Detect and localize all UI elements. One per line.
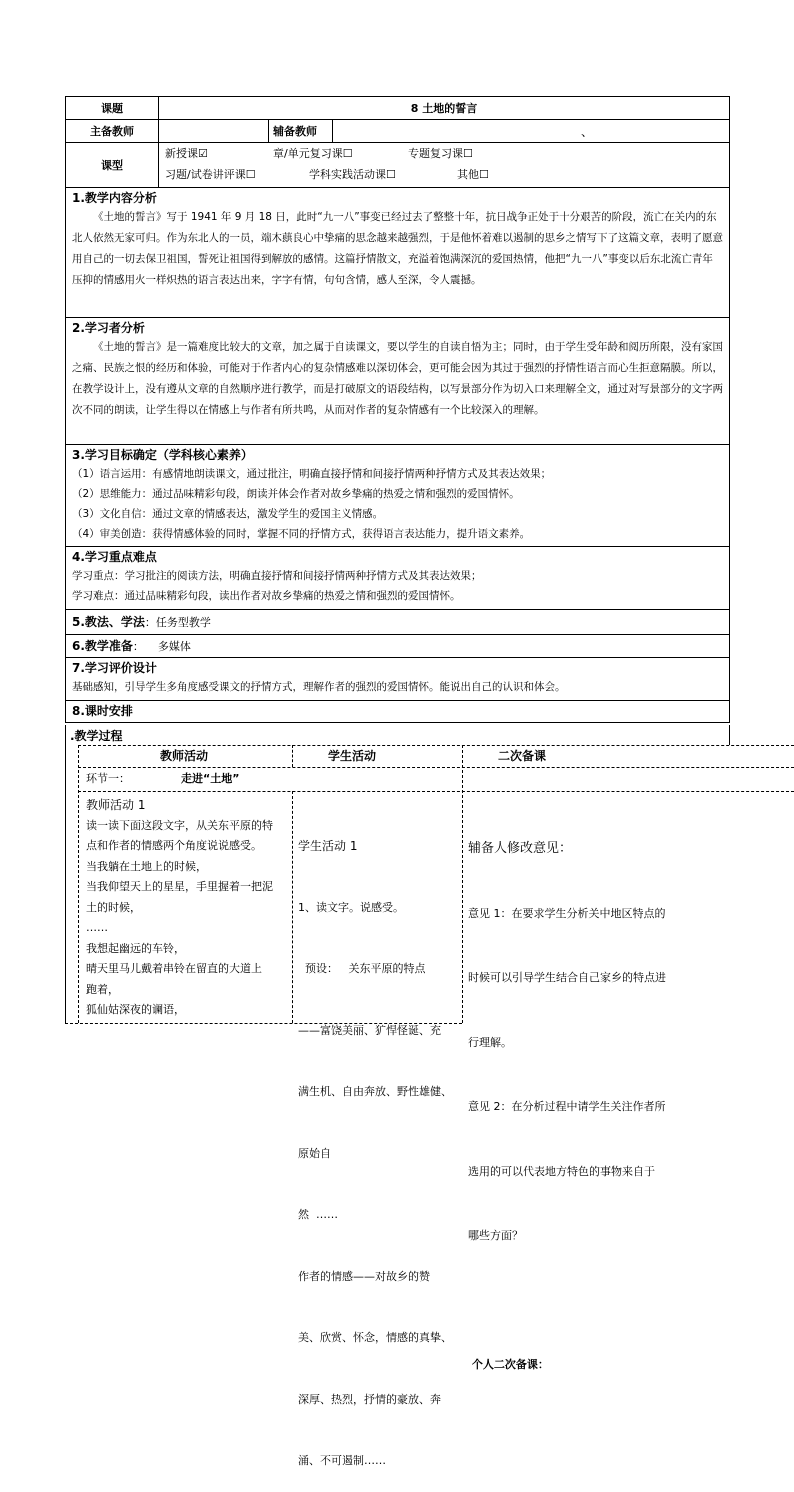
key-point-item: 学习难点：通过品味精彩句段，读出作者对故乡挚痛的热爱之情和强烈的爱国情怀。 [72, 590, 461, 602]
assist-teacher-value: 、 [333, 120, 730, 143]
section-title: 2.学习者分析 [72, 321, 145, 335]
student-line: ——富饶美丽、犷悍怪诞、充 [298, 1023, 441, 1037]
student-line: 深厚、热烈，抒情的豪放、奔 [298, 1392, 441, 1406]
second-line [468, 1290, 728, 1312]
section-value: ：任务型教学 [144, 615, 211, 629]
teacher-line: 狐仙姑深夜的谰语， [86, 1003, 185, 1016]
teacher-line: 晴天里马儿戴着串铃在留直的大道上 [86, 962, 262, 975]
type-row-2 [165, 164, 729, 185]
title-label: 课题 [66, 97, 159, 120]
type-option[interactable]: 学科实践活动课☐ [309, 168, 396, 181]
student-line: 学生活动 1 [298, 839, 358, 853]
main-teacher-value [159, 120, 269, 143]
assist-teacher-label: 辅备教师 [269, 120, 333, 143]
teacher-line: 跑着， [86, 982, 119, 996]
student-line: 美、欣赏、怀念，情感的真挚、 [298, 1331, 452, 1344]
section-methods [66, 610, 730, 635]
section-learning-goals [66, 445, 730, 547]
section-preparation [66, 635, 730, 658]
section-key-points [66, 547, 730, 610]
teacher-line: 土的时候， [86, 900, 141, 914]
section-title: 6.教学准备 [72, 638, 133, 653]
section-learner-analysis [66, 318, 730, 445]
teacher-line: 教师活动 1 [86, 798, 146, 812]
type-option[interactable]: 新授课☑ [165, 147, 208, 160]
student-line: 预设： 关东平原的特点 [298, 962, 426, 975]
goal-item: （3）文化自信：通过文章的情感表达，激发学生的爱国主义情感。 [72, 508, 384, 520]
lesson-plan-table [65, 96, 730, 723]
second-line: 意见 1：在要求学生分析关中地区特点的 [468, 906, 666, 920]
section-value: ： 多媒体 [132, 639, 191, 653]
main-teacher-label: 主备教师 [66, 120, 159, 143]
section-content-analysis [66, 188, 730, 318]
second-line: 时候可以引导学生结合自己家乡的特点进 [468, 971, 666, 984]
section-title: 4.学习重点难点 [72, 550, 157, 564]
key-point-item: 学习重点：学习批注的阅读方法，明确直接抒情和间接抒情两种抒情方式及其表达效果； [72, 570, 482, 582]
type-label: 课型 [66, 143, 159, 188]
process-col-line [78, 745, 79, 1023]
section-title: 3.学习目标确定（学科核心素养） [72, 448, 253, 462]
type-row-1 [165, 143, 729, 164]
section-text: 基础感知，引导学生多角度感受课文的抒情方式，理解作者的强烈的爱国情怀。能说出自己的认识和体会。 [72, 681, 566, 693]
second-line: 选用的可以代表地方特色的事物来自于 [468, 1164, 655, 1178]
type-option[interactable]: 习题/试卷讲评课☐ [165, 168, 256, 181]
process-col-line [292, 791, 293, 1023]
lesson-type-options [159, 143, 730, 188]
section-title: 7.学习评价设计 [72, 661, 157, 675]
lesson-title: 8 土地的誓言 [159, 97, 730, 120]
student-line: 满生机、自由奔放、野性雄健、 [298, 1085, 452, 1098]
second-line: 意见 2：在分析过程中请学生关注作者所 [468, 1100, 666, 1113]
goal-item: （1）语言运用：有感情地朗读课文，通过批注，明确直接抒情和间接抒情两种抒情方式及其表达效果； [72, 468, 552, 480]
type-option[interactable]: 专题复习课☐ [408, 147, 473, 160]
col-second-header: 二次备课 [498, 749, 547, 763]
step-name: 走进“土地” [181, 772, 240, 785]
col-student-header: 学生活动 [328, 749, 377, 763]
type-option[interactable]: 其他☐ [457, 168, 489, 181]
teacher-line: 点和作者的情感两个角度说说感受。 [86, 839, 262, 852]
process-title: .教学过程 [70, 729, 123, 743]
teacher-line: 读一读下面这段文字，从关东平原的特 [86, 818, 273, 832]
teacher-line: 当我仰望天上的星星，手里握着一把泥 [86, 880, 273, 893]
section-title: 5.教法、学法 [72, 614, 145, 629]
second-line: 行理解。 [468, 1035, 512, 1049]
type-option[interactable]: 章/单元复习课☐ [273, 147, 353, 160]
step-label: 环节一： [86, 772, 130, 785]
second-prep-column [468, 795, 728, 1397]
second-line: 哪些方面？ [468, 1229, 523, 1242]
teacher-activity-column [86, 795, 290, 1021]
process-header-bottom-line [78, 767, 794, 768]
goal-item: （4）审美创造：获得情感体验的同时，掌握不同的抒情方式，获得语言表达能力，提升语文素养。 [72, 528, 531, 540]
teacher-line: …… [86, 921, 108, 934]
process-col-line [292, 745, 293, 767]
section-title: 1.教学内容分析 [72, 191, 157, 205]
teacher-line: 我想起幽远的车铃， [86, 941, 185, 955]
student-line: 然 …… [298, 1208, 338, 1221]
second-line: 辅备人修改意见： [468, 841, 573, 856]
student-line: 涌、不可遏制…… [298, 1454, 386, 1467]
section-evaluation [66, 658, 730, 701]
second-line: 个人二次备课： [468, 1358, 549, 1371]
process-col-line [462, 745, 463, 1023]
section-text: 《土地的誓言》写于 1941 年 9 月 18 日，此时“九一八”事变已经过去了整整十年，抗日战争正处于十分艰苦的阶段，流亡在关内的东北人依然无家可归。作为东北人的一员，端木蕻良心中挚痛的思念越来越强烈，于是他怀着难以遏制的思乡之情写下了这篇文章，表明了愿意用自己的一切去保卫祖国，誓死让祖国得到解放的感情。这篇抒情散文，充溢着饱满深沉的爱国热情，他把“九一八”事变以后东北流亡青年压抑的情感用火一样炽热的语言表达出来，字字有情，句句含情，感人至深，令人震撼。 [72, 211, 723, 286]
col-teacher-header: 教师活动 [160, 749, 209, 763]
section-schedule [66, 701, 730, 723]
process-left-border [65, 725, 66, 1023]
student-line: 1、读文字。说感受。 [298, 900, 404, 914]
process-right-border [729, 725, 730, 745]
teacher-line: 当我躺在土地上的时候， [86, 859, 207, 873]
section-title: 8.课时安排 [72, 704, 133, 718]
student-activity-column [298, 795, 460, 1492]
process-step-line [78, 791, 794, 792]
goal-item: （2）思维能力：通过品味精彩句段，朗读并体会作者对故乡挚痛的热爱之情和强烈的爱国情怀。 [72, 488, 520, 500]
section-text: 《土地的誓言》是一篇难度比较大的文章，加之属于自读课文，要以学生的自读自悟为主；同时，由于学生受年龄和阅历所限，没有家国之痛、民族之恨的经历和体验，可能对于作者内心的复杂情感难以深切体会，更可能会因为其过于强烈的抒情性语言而心生拒意隔膜。所以，在教学设计上，没有遵从文章的自然顺序进行教学，而是打破原文的语段结构，以写景部分作为切入口来理解全文，通过对写景部分的文字两次不同的朗读，让学生得以在情感上与作者有所共鸣，从而对作者的复杂情感有一个比较深入的理解。 [72, 341, 723, 416]
student-line: 作者的情感——对故乡的赞 [298, 1269, 430, 1283]
student-line: 原始自 [298, 1146, 331, 1160]
